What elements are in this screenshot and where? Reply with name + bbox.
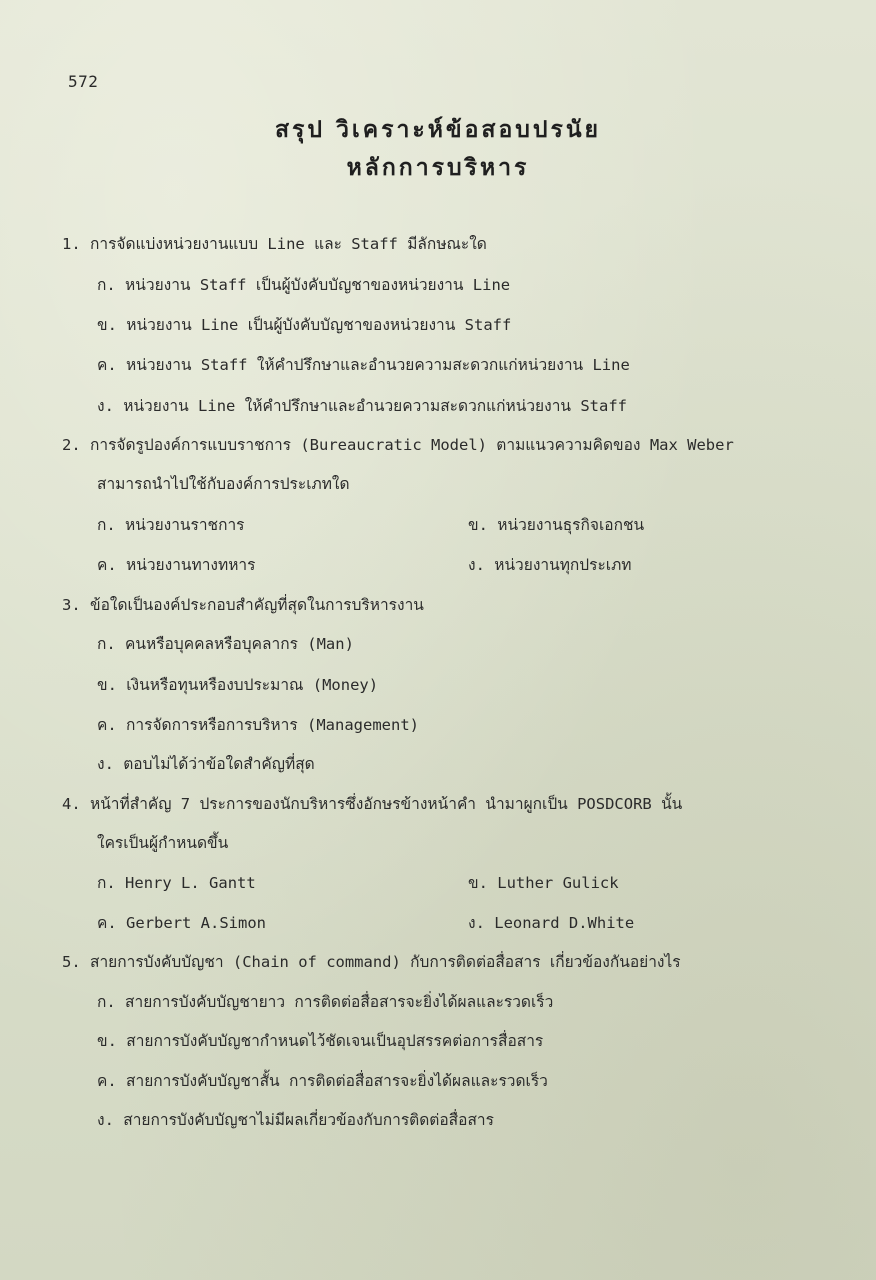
question-5-option-b: ข. สายการบังคับบัญชากำหนดไว้ชัดเจนเป็นอุปสรรคต่อการสื่อสาร — [97, 1032, 544, 1050]
question-4-option-d: ง. Leonard D.White — [468, 914, 635, 932]
question-2-option-c: ค. หน่วยงานทางทหาร — [97, 556, 256, 574]
question-2-option-d: ง. หน่วยงานทุกประเภท — [468, 556, 632, 574]
document-subtitle: หลักการบริหาร — [346, 155, 530, 181]
page-number: 572 — [68, 72, 99, 91]
question-4: 4. หน้าที่สำคัญ 7 ประการของนักบริหารซึ่งอักษรข้างหน้าคำ นำมาผูกเป็น POSDCORB นั้น — [62, 795, 683, 813]
question-1-option-b: ข. หน่วยงาน Line เป็นผู้บังคับบัญชาของหน่วยงาน Staff — [97, 316, 512, 334]
question-3-option-d: ง. ตอบไม่ได้ว่าข้อใดสำคัญที่สุด — [97, 755, 315, 773]
question-3-option-b: ข. เงินหรือทุนหรืองบประมาณ (Money) — [97, 676, 379, 694]
question-4-option-a: ก. Henry L. Gantt — [97, 874, 256, 892]
question-2: 2. การจัดรูปองค์การแบบราชการ (Bureaucratic Model) ตามแนวความคิดของ Max Weber — [62, 436, 734, 454]
question-1-option-d: ง. หน่วยงาน Line ให้คำปรึกษาและอำนวยความสะดวกแก่หน่วยงาน Staff — [97, 397, 627, 415]
question-4-option-b: ข. Luther Gulick — [468, 874, 619, 892]
question-2-continued: สามารถนำไปใช้กับองค์การประเภทใด — [97, 475, 350, 493]
question-5-option-c: ค. สายการบังคับบัญชาสั้น การติดต่อสื่อสารจะยิ่งได้ผลและรวดเร็ว — [97, 1072, 548, 1090]
question-4-continued: ใครเป็นผู้กำหนดขึ้น — [97, 834, 229, 852]
question-1-option-c: ค. หน่วยงาน Staff ให้คำปรึกษาและอำนวยความสะดวกแก่หน่วยงาน Line — [97, 356, 630, 374]
question-4-option-c: ค. Gerbert A.Simon — [97, 914, 267, 932]
question-2-option-b: ข. หน่วยงานธุรกิจเอกชน — [468, 516, 645, 534]
document-title: สรุป วิเคราะห์ข้อสอบปรนัย — [274, 117, 602, 143]
question-3-option-a: ก. คนหรือบุคคลหรือบุคลากร (Man) — [97, 635, 354, 653]
question-2-option-a: ก. หน่วยงานราชการ — [97, 516, 245, 534]
question-5: 5. สายการบังคับบัญชา (Chain of command) กับการติดต่อสื่อสาร เกี่ยวข้องกันอย่างไร — [62, 953, 681, 971]
question-5-option-d: ง. สายการบังคับบัญชาไม่มีผลเกี่ยวข้องกับการติดต่อสื่อสาร — [97, 1111, 494, 1129]
question-3: 3. ข้อใดเป็นองค์ประกอบสำคัญที่สุดในการบริหารงาน — [62, 596, 424, 614]
question-5-option-a: ก. สายการบังคับบัญชายาว การติดต่อสื่อสารจะยิ่งได้ผลและรวดเร็ว — [97, 993, 554, 1011]
question-1: 1. การจัดแบ่งหน่วยงานแบบ Line และ Staff มีลักษณะใด — [62, 235, 487, 253]
question-1-option-a: ก. หน่วยงาน Staff เป็นผู้บังคับบัญชาของหน่วยงาน Line — [97, 276, 511, 294]
question-3-option-c: ค. การจัดการหรือการบริหาร (Management) — [97, 716, 419, 734]
